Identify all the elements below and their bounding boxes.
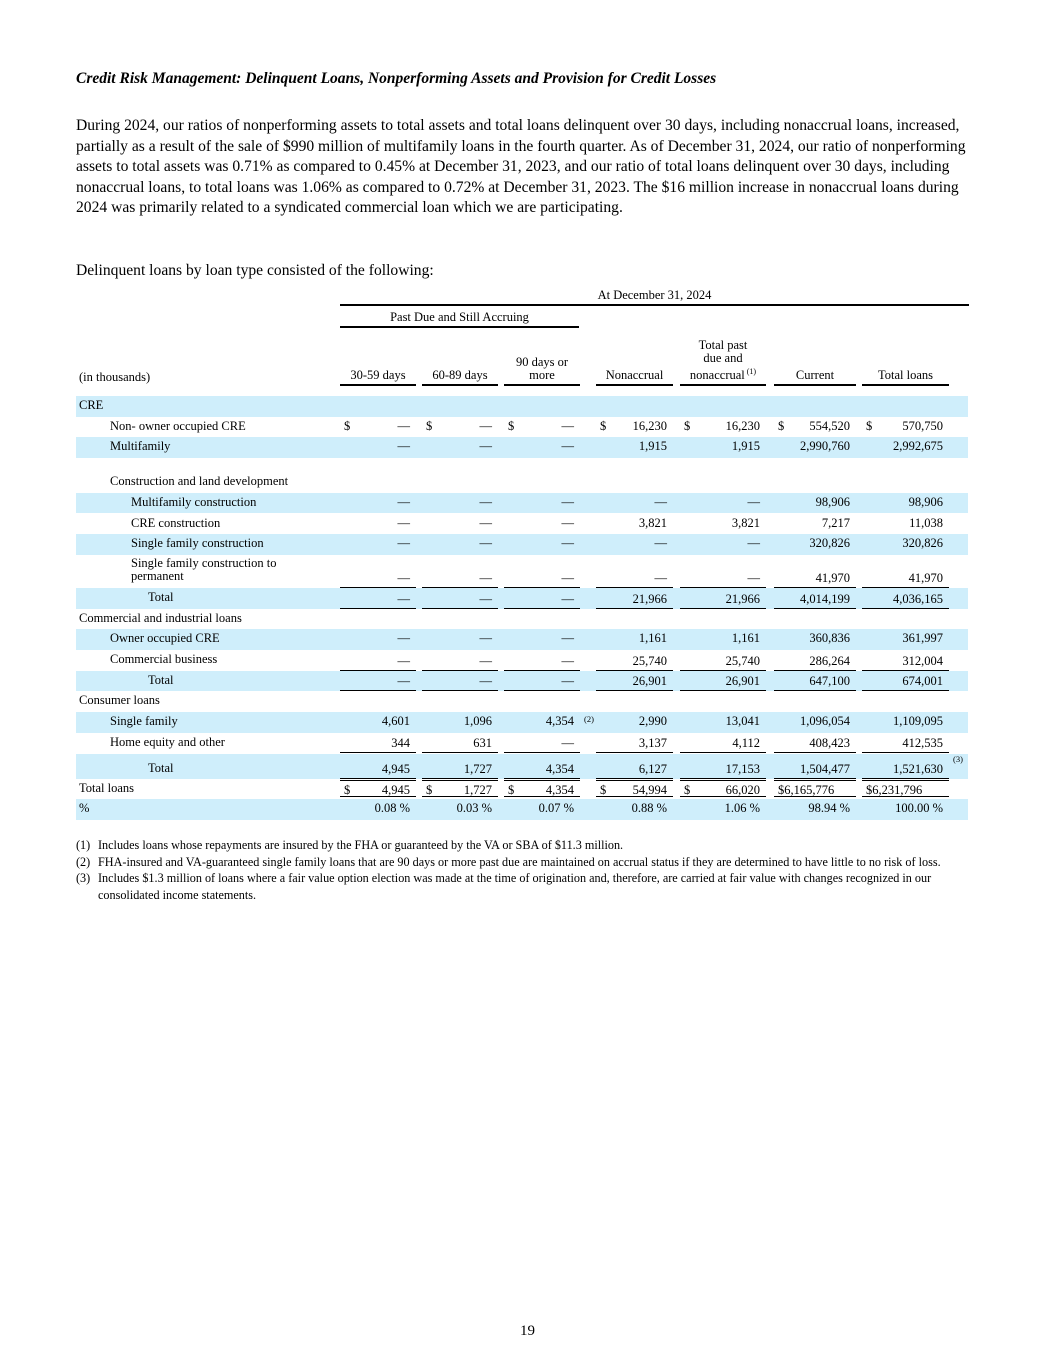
table-cell xyxy=(422,419,498,435)
table-cell xyxy=(422,714,498,730)
table-cell xyxy=(504,439,580,455)
cell-value: 2,990 xyxy=(638,714,667,729)
cell-value: 4,945 xyxy=(381,761,410,776)
table-cell xyxy=(774,516,856,532)
table-cell xyxy=(862,569,949,588)
table-cell xyxy=(680,672,766,691)
footnote-text: FHA-insured and VA-guaranteed single family loans that are 90 days or more past due are maintained on accrual status if they are determined to have little to no risk of loss. xyxy=(98,854,941,869)
row-label: Construction and land development xyxy=(110,474,289,489)
period-header: At December 31, 2024 xyxy=(340,286,969,306)
cell-value: 631 xyxy=(473,736,492,751)
table-cell xyxy=(596,516,673,532)
cell-value: 412,535 xyxy=(902,736,943,751)
table-row xyxy=(76,799,968,820)
cell-value: 4,036,165 xyxy=(893,591,943,606)
column-header: 30-59 days xyxy=(340,344,416,386)
cell-value: 4,601 xyxy=(381,714,410,729)
cell-value: — xyxy=(747,494,760,509)
table-cell xyxy=(862,590,949,609)
cell-value: 1,096,054 xyxy=(800,714,850,729)
cell-value: 7,217 xyxy=(821,515,850,530)
column-header: 90 days or more xyxy=(504,344,580,386)
cell-value: — xyxy=(654,570,667,585)
table-cell xyxy=(596,672,673,691)
column-header: Total past due and nonaccrual $^{(1)}$ xyxy=(680,344,766,386)
cell-value: — xyxy=(561,653,574,668)
table-cell xyxy=(504,495,580,511)
footnote-ref: (1) xyxy=(744,366,757,376)
cell-value: 4,014,199 xyxy=(800,591,850,606)
table-row xyxy=(76,472,968,493)
table-cell xyxy=(862,495,949,511)
currency-symbol: $ xyxy=(344,783,351,798)
footnote-number: (2) xyxy=(76,854,91,869)
cell-value: 344 xyxy=(391,736,410,751)
cell-value: 1,521,630 xyxy=(893,761,943,776)
table-cell xyxy=(504,734,580,753)
footnote xyxy=(76,870,976,903)
cell-value: 3,821 xyxy=(731,515,760,530)
currency-symbol: $ xyxy=(344,418,351,433)
table-cell xyxy=(680,516,766,532)
cell-value: — xyxy=(561,674,574,689)
currency-symbol: $ xyxy=(866,418,873,433)
column-header: Total loans xyxy=(862,344,949,386)
cell-value: — xyxy=(397,674,410,689)
cell-value: 0.03 % xyxy=(456,801,492,816)
past-due-group-header: Past Due and Still Accruing xyxy=(340,308,579,328)
section-heading: Credit Risk Management: Delinquent Loans, Nonperforming Assets and Provision for Credit Losses xyxy=(76,70,717,87)
table-cell xyxy=(340,801,416,817)
table-row xyxy=(76,555,968,588)
currency-symbol: $ xyxy=(426,418,433,433)
cell-value: 360,836 xyxy=(809,631,850,646)
row-label: Total xyxy=(148,672,174,687)
cell-value: 6,127 xyxy=(638,761,667,776)
table-cell xyxy=(340,631,416,647)
table-cell xyxy=(774,631,856,647)
body-paragraph: During 2024, our ratios of nonperforming assets to total assets and total loans delinquent over 30 days, including nonaccrual loans, increased, partially as a result of the sale of $990 million of multifamily loans in the fourth quarter. As of December 31, 2024, our ratio of nonperforming assets to total assets was 0.71% as compared to 0.45% at December 31, 2023, and our ratio of total loans delinquent over 30 days, including nonaccrual loans, to total loans was 1.06% as compared to 0.72% at December 31, 2023. The $16 million increase in nonaccrual loans during 2024 was primarily related to a syndicated commercial loan which we are participating. xyxy=(76,117,966,216)
cell-value: — xyxy=(479,536,492,551)
table-cell xyxy=(774,760,856,779)
table-cell xyxy=(862,652,949,671)
cell-value: — xyxy=(397,653,410,668)
table-cell xyxy=(422,734,498,753)
table-cell xyxy=(422,439,498,455)
cell-value: 16,230 xyxy=(632,418,667,433)
cell-value: — xyxy=(479,494,492,509)
row-label: CRE construction xyxy=(131,515,221,530)
cell-value: 4,945 xyxy=(381,783,410,798)
cell-value: 17,153 xyxy=(725,761,760,776)
cell-value: 16,230 xyxy=(725,418,760,433)
cell-value: 1,915 xyxy=(731,439,760,454)
table-cell xyxy=(862,631,949,647)
table-cell xyxy=(774,672,856,691)
table-cell xyxy=(774,536,856,552)
cell-value: $6,231,796 xyxy=(866,783,923,798)
currency-symbol: $ xyxy=(600,783,607,798)
row-label: CRE xyxy=(79,398,104,412)
cell-value: — xyxy=(397,570,410,585)
table-cell xyxy=(340,569,416,588)
table-cell xyxy=(862,439,949,455)
table-row xyxy=(76,588,968,609)
table-cell xyxy=(422,801,498,817)
table-cell xyxy=(774,569,856,588)
footnote-number: (3) xyxy=(76,871,91,885)
table-row xyxy=(76,671,968,692)
table-cell xyxy=(596,780,673,800)
table-cell xyxy=(680,801,766,817)
cell-value: 26,901 xyxy=(632,674,667,689)
cell-value: — xyxy=(479,570,492,585)
cell-value: — xyxy=(561,494,574,509)
footnote-text: Includes $1.3 million of loans where a fair value option election was made at the time of origination and, therefore, are carried at fair value with changes recognized in our consolidated income statements. xyxy=(98,871,932,902)
cell-value: 25,740 xyxy=(725,653,760,668)
table-cell xyxy=(504,801,580,817)
table-cell xyxy=(774,714,856,730)
table-cell xyxy=(422,536,498,552)
cell-value: 98,906 xyxy=(908,494,943,509)
table-row xyxy=(76,779,968,800)
cell-value: 25,740 xyxy=(632,653,667,668)
cell-value: — xyxy=(479,439,492,454)
cell-value: 13,041 xyxy=(725,714,760,729)
footnote-ref: (3) xyxy=(953,753,963,764)
table-cell xyxy=(862,734,949,753)
row-label: % xyxy=(79,801,90,816)
cell-value: — xyxy=(561,418,574,433)
table-cell xyxy=(596,419,673,435)
cell-value: 66,020 xyxy=(725,783,760,798)
cell-value: — xyxy=(397,439,410,454)
cell-value: — xyxy=(561,631,574,646)
table-row xyxy=(76,733,968,754)
table-cell xyxy=(422,672,498,691)
table-cell xyxy=(680,569,766,588)
cell-value: — xyxy=(561,591,574,606)
cell-value: 647,100 xyxy=(809,674,850,689)
row-label: Non- owner occupied CRE xyxy=(110,418,246,433)
table-row xyxy=(76,691,968,712)
table-cell xyxy=(422,652,498,671)
table-cell xyxy=(774,780,856,800)
cell-value: $6,165,776 xyxy=(778,783,835,798)
cell-value: 54,994 xyxy=(632,783,667,798)
cell-value: 554,520 xyxy=(809,418,850,433)
table-cell xyxy=(680,652,766,671)
cell-value: 320,826 xyxy=(809,536,850,551)
cell-value: 1,161 xyxy=(638,631,667,646)
page-number: 19 xyxy=(520,1323,535,1339)
cell-value: 3,821 xyxy=(638,515,667,530)
table-cell xyxy=(340,516,416,532)
footnotes xyxy=(76,837,976,903)
table-cell xyxy=(774,801,856,817)
table-cell xyxy=(504,672,580,691)
footnote-number: (1) xyxy=(76,838,91,852)
table-row xyxy=(76,609,968,630)
currency-symbol: $ xyxy=(684,783,691,798)
footnote xyxy=(76,837,976,854)
table-cell xyxy=(596,590,673,609)
cell-value: 1,109,095 xyxy=(893,714,943,729)
table-cell xyxy=(340,536,416,552)
cell-value: 98,906 xyxy=(815,494,850,509)
table-cell xyxy=(774,734,856,753)
cell-value: 408,423 xyxy=(809,736,850,751)
table-cell xyxy=(422,760,498,779)
table-cell xyxy=(596,495,673,511)
table-cell xyxy=(680,495,766,511)
table-cell xyxy=(504,590,580,609)
cell-value: 98.94 % xyxy=(808,801,850,816)
table-cell xyxy=(596,631,673,647)
cell-value: 1.06 % xyxy=(724,801,760,816)
cell-value: 11,038 xyxy=(909,515,943,530)
units-label: (in thousands) xyxy=(79,370,151,384)
cell-value: 2,992,675 xyxy=(893,439,943,454)
table-cell xyxy=(596,652,673,671)
cell-value: 3,137 xyxy=(638,736,667,751)
table-cell xyxy=(774,590,856,609)
cell-value: — xyxy=(397,494,410,509)
currency-symbol: $ xyxy=(684,418,691,433)
table-cell xyxy=(504,516,580,532)
currency-symbol: $ xyxy=(508,783,515,798)
row-label: Home equity and other xyxy=(110,734,225,749)
cell-value: — xyxy=(747,570,760,585)
table-cell xyxy=(774,652,856,671)
table-cell xyxy=(504,569,580,588)
cell-value: — xyxy=(397,631,410,646)
table-cell xyxy=(504,536,580,552)
table-cell xyxy=(862,419,949,435)
table-cell xyxy=(340,760,416,779)
table-row xyxy=(76,629,968,650)
column-header: Current xyxy=(774,344,856,386)
cell-value: — xyxy=(479,515,492,530)
cell-value: 1,915 xyxy=(638,439,667,454)
table-cell xyxy=(862,780,949,800)
table-cell xyxy=(340,734,416,753)
table-cell xyxy=(504,652,580,671)
table-cell xyxy=(862,516,949,532)
table-cell xyxy=(596,734,673,753)
cell-value: — xyxy=(479,631,492,646)
cell-value: 4,354 xyxy=(545,761,574,776)
row-label: Single family construction to permanent xyxy=(131,555,277,583)
table-cell xyxy=(422,590,498,609)
cell-value: — xyxy=(561,515,574,530)
table-cell xyxy=(504,714,580,730)
table-cell xyxy=(422,569,498,588)
currency-symbol: $ xyxy=(778,418,785,433)
table-row xyxy=(76,437,968,458)
cell-value: 286,264 xyxy=(809,653,850,668)
table-cell xyxy=(596,569,673,588)
table-cell xyxy=(862,801,949,817)
row-label: Commercial business xyxy=(110,652,218,666)
table-cell xyxy=(422,495,498,511)
footnote-text: Includes loans whose repayments are insured by the FHA or guaranteed by the VA or SBA of $11.3 million. xyxy=(98,838,624,852)
table-row xyxy=(76,754,968,779)
row-label: Single family construction xyxy=(131,536,264,551)
cell-value: — xyxy=(561,570,574,585)
cell-value: 320,826 xyxy=(902,536,943,551)
cell-value: — xyxy=(479,653,492,668)
table-intro: Delinquent loans by loan type consisted of the following: xyxy=(76,262,434,279)
table-cell xyxy=(340,780,416,800)
table-cell xyxy=(774,495,856,511)
table-cell xyxy=(340,672,416,691)
cell-value: 1,161 xyxy=(731,631,760,646)
table-cell xyxy=(862,536,949,552)
cell-value: 4,354 xyxy=(545,783,574,798)
table-cell xyxy=(596,536,673,552)
cell-value: — xyxy=(561,536,574,551)
cell-value: 1,504,477 xyxy=(800,761,850,776)
cell-value: 4,112 xyxy=(732,736,760,751)
cell-value: 570,750 xyxy=(902,418,943,433)
cell-value: 4,354 xyxy=(545,714,574,729)
table-cell xyxy=(422,780,498,800)
table-cell xyxy=(862,672,949,691)
cell-value: 1,096 xyxy=(463,714,492,729)
table-row xyxy=(76,417,968,438)
table-cell xyxy=(596,801,673,817)
cell-value: 26,901 xyxy=(725,674,760,689)
cell-value: 0.08 % xyxy=(374,801,410,816)
table-cell xyxy=(596,760,673,779)
row-label: Multifamily xyxy=(110,439,171,454)
column-header: 60-89 days xyxy=(422,344,498,386)
cell-value: — xyxy=(479,591,492,606)
row-label: Single family xyxy=(110,714,178,729)
cell-value: — xyxy=(397,536,410,551)
cell-value: — xyxy=(397,591,410,606)
table-row xyxy=(76,712,968,733)
cell-value: — xyxy=(479,418,492,433)
table-cell xyxy=(340,714,416,730)
row-label: Owner occupied CRE xyxy=(110,631,220,646)
currency-symbol: $ xyxy=(426,783,433,798)
cell-value: 1,727 xyxy=(463,783,492,798)
footnote-ref: (2) xyxy=(584,714,594,725)
row-label: Total loans xyxy=(79,780,135,795)
table-cell xyxy=(504,631,580,647)
table-cell xyxy=(680,734,766,753)
cell-value: — xyxy=(561,439,574,454)
cell-value: — xyxy=(747,536,760,551)
table-row xyxy=(76,493,968,514)
table-cell xyxy=(504,760,580,779)
table-cell xyxy=(422,631,498,647)
currency-symbol: $ xyxy=(600,418,607,433)
cell-value: 41,970 xyxy=(908,570,943,585)
table-row xyxy=(76,650,968,671)
table-cell xyxy=(504,419,580,435)
row-label: Multifamily construction xyxy=(131,494,257,509)
table-cell xyxy=(596,714,673,730)
cell-value: 0.88 % xyxy=(631,801,667,816)
table-cell xyxy=(680,536,766,552)
row-label: Consumer loans xyxy=(79,693,160,708)
table-cell xyxy=(680,419,766,435)
footnote xyxy=(76,854,976,871)
table-cell xyxy=(596,439,673,455)
table-cell xyxy=(774,419,856,435)
cell-value: 1,727 xyxy=(463,761,492,776)
cell-value: 21,966 xyxy=(725,591,760,606)
row-label: Total xyxy=(148,760,174,775)
cell-value: — xyxy=(397,418,410,433)
cell-value: 674,001 xyxy=(902,674,943,689)
table-cell xyxy=(422,516,498,532)
cell-value: — xyxy=(397,515,410,530)
table-cell xyxy=(774,439,856,455)
table-cell xyxy=(680,760,766,779)
table-cell xyxy=(340,590,416,609)
table-cell xyxy=(340,495,416,511)
table-cell xyxy=(680,714,766,730)
table-cell xyxy=(680,780,766,800)
table-cell xyxy=(680,590,766,609)
cell-value: 312,004 xyxy=(902,653,943,668)
table-row xyxy=(76,534,968,555)
table-cell xyxy=(340,439,416,455)
table-cell xyxy=(340,652,416,671)
cell-value: — xyxy=(479,674,492,689)
table-cell xyxy=(340,419,416,435)
table-row xyxy=(76,458,968,472)
cell-value: 0.07 % xyxy=(538,801,574,816)
cell-value: 100.00 % xyxy=(895,801,943,816)
table-row xyxy=(76,396,968,417)
cell-value: 361,997 xyxy=(902,631,943,646)
cell-value: — xyxy=(654,494,667,509)
row-label: Total xyxy=(148,589,174,604)
cell-value: — xyxy=(561,736,574,751)
table-cell xyxy=(680,439,766,455)
cell-value: 41,970 xyxy=(815,570,850,585)
table-cell xyxy=(862,760,949,779)
cell-value: — xyxy=(654,536,667,551)
row-label: Commercial and industrial loans xyxy=(79,610,242,625)
cell-value: 2,990,760 xyxy=(800,439,850,454)
table-cell xyxy=(680,631,766,647)
table-row xyxy=(76,514,968,535)
table-cell xyxy=(862,714,949,730)
cell-value: 21,966 xyxy=(632,591,667,606)
table-cell xyxy=(504,780,580,800)
column-header: Nonaccrual xyxy=(596,344,673,386)
currency-symbol: $ xyxy=(508,418,515,433)
